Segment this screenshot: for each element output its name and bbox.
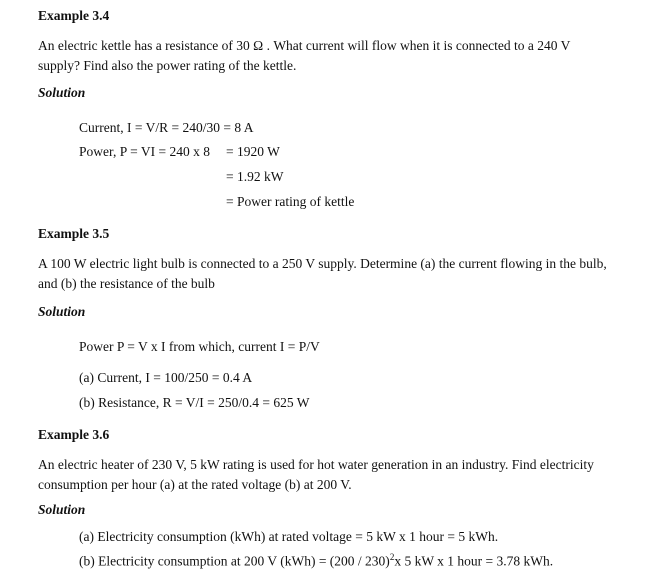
example-3-6-part-b-exponent: 2 (389, 552, 395, 562)
example-3-6-solution-label: Solution (38, 502, 86, 517)
example-3-5-heading: Example 3.5 (38, 226, 110, 241)
example-3-5-part-a: (a) Current, I = 100/250 = 0.4 A (79, 370, 253, 385)
example-3-5-problem: A 100 W electric light bulb is connected to a 250 V supply. Determine (a) the current flowing in the bulb, and (b) the resistance of the bulb (38, 256, 607, 291)
example-3-6-part-a: (a) Electricity consumption (kWh) at rated voltage = 5 kW x 1 hour = 5 kWh. (79, 529, 499, 544)
example-3-4-power-result: = 1920 W (226, 144, 280, 159)
example-3-6-part-b (79, 553, 553, 568)
example-3-6-heading: Example 3.6 (38, 427, 110, 442)
example-3-4-kw-line: = 1.92 kW (226, 169, 284, 184)
example-3-4-problem: An electric kettle has a resistance of 30 Ω . What current will flow when it is connected to a 240 V supply? Find also the power rating of the kettle. (38, 38, 571, 73)
example-3-5-part-b: (b) Resistance, R = V/I = 250/0.4 = 625 W (79, 395, 310, 410)
example-3-5-power-line: Power P = V x I from which, current I = P/V (79, 339, 320, 354)
example-3-4-heading: Example 3.4 (38, 8, 110, 23)
example-3-6-part-b-suffix: x 5 kW x 1 hour = 3.78 kWh. (394, 553, 554, 569)
example-3-4-rating-line: = Power rating of kettle (226, 194, 355, 209)
example-3-4-solution-label: Solution (38, 85, 86, 100)
example-3-6-problem: An electric heater of 230 V, 5 kW rating is used for hot water generation in an industry. Find electricity consumption per hour (a) at the rated voltage (b) at 200 V. (38, 457, 594, 492)
example-3-6-part-b-prefix: (b) Electricity consumption at 200 V (kWh) = (200 / 230) (79, 553, 390, 569)
example-3-4-power-label: Power, P = VI = 240 x 8 (79, 144, 210, 159)
example-3-5-solution-label: Solution (38, 304, 86, 319)
example-3-4-current-line: Current, I = V/R = 240/30 = 8 A (79, 120, 254, 135)
